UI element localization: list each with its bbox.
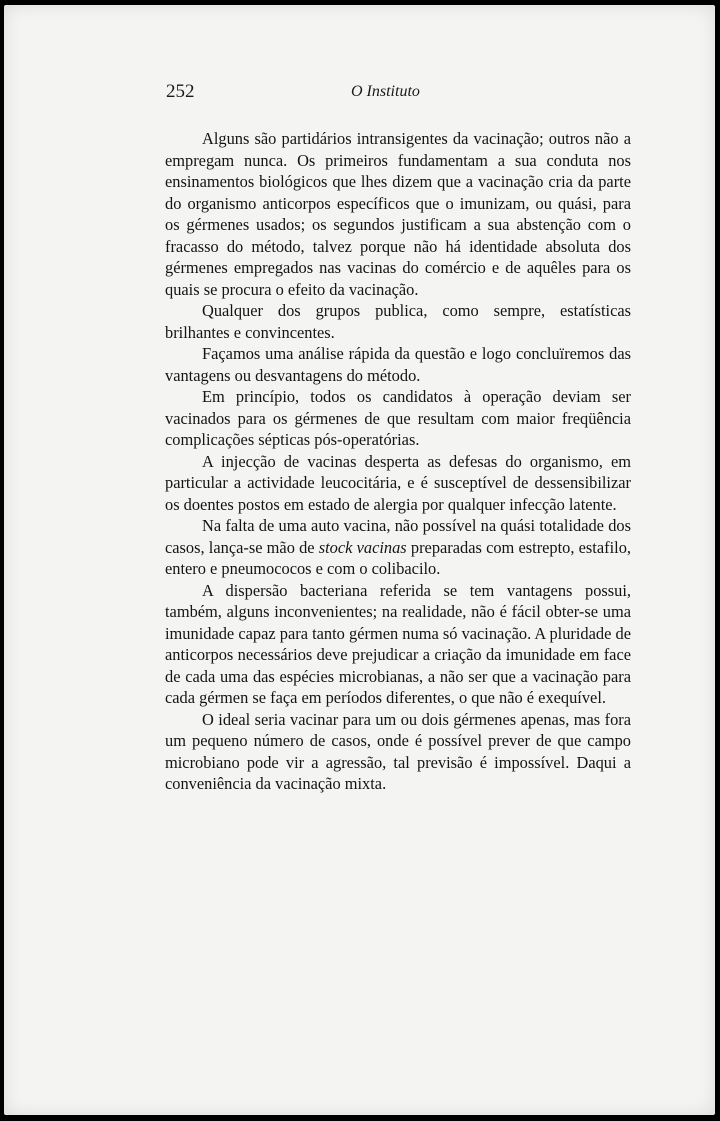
paragraph-6-end: preparadas com estrepto, estafilo, entero e pneumococos e com o colibacilo. (165, 537, 631, 578)
paragraph-8: O ideal seria vacinar para um ou dois gérmenes apenas, mas fora um pequeno número de casos, onde é possível prever de que campo microbiano pode vir a agressão, tal previsão é impossível. Daqui a conveniência da vacinação mixta. (165, 709, 631, 793)
paragraph-1: Alguns são partidários intransigentes da vacinação; outros não a empregam nunca. Os primeiros fundamentam a sua conduta nos ensinamentos biológicos que lhes dizem que a vacinação cria da parte do organismo anticorpos específicos que o imunizam, ou quási, para os gérmenes usados; os segundos justificam a sua abstenção com o fracasso do método, talvez porque não há identidade absoluta dos gérmenes empregados nas vacinas do comércio e de aquêles para os quais se procura o efeito da vacinação. (165, 129, 631, 299)
paragraph-6-italic-term: stock vacinas (318, 537, 407, 557)
paragraph-5: A injecção de vacinas desperta as defesas do organismo, em particular a actividade leucocitária, e é susceptível de dessensibilizar os doentes postos em estado de alergia por qualquer infecção latente. (165, 451, 631, 514)
paragraph-6 (165, 515, 631, 580)
running-title: O Instituto (351, 83, 420, 100)
page-number: 252 (166, 81, 195, 102)
paragraph-7: A dispersão bacteriana referida se tem vantagens possui, também, alguns inconvenientes; na realidade, não é fácil obter-se uma imunidade capaz para tanto gérmen numa só vacinação. A pluridade de anticorpos necessários deve prejudicar a criação da imunidade em face de cada uma das espécies microbianas, a não ser que a vacinação para cada gérmen se faça em períodos diferentes, o que não é exequível. (165, 580, 631, 707)
paragraph-6-start: Na falta de uma auto vacina, não possível na quási totalidade dos casos, lança-se mão de (165, 516, 631, 557)
body-text (165, 128, 631, 795)
book-page (4, 5, 715, 1115)
paragraph-2: Qualquer dos grupos publica, como sempre, estatísticas brilhantes e convincentes. (165, 301, 631, 342)
paragraph-3: Façamos uma análise rápida da questão e logo concluïremos das vantagens ou desvantagens do método. (165, 344, 631, 385)
paragraph-4: Em princípio, todos os candidatos à operação deviam ser vacinados para os gérmenes de que resultam com maior freqüência complicações sépticas pós-operatórias. (165, 387, 631, 449)
